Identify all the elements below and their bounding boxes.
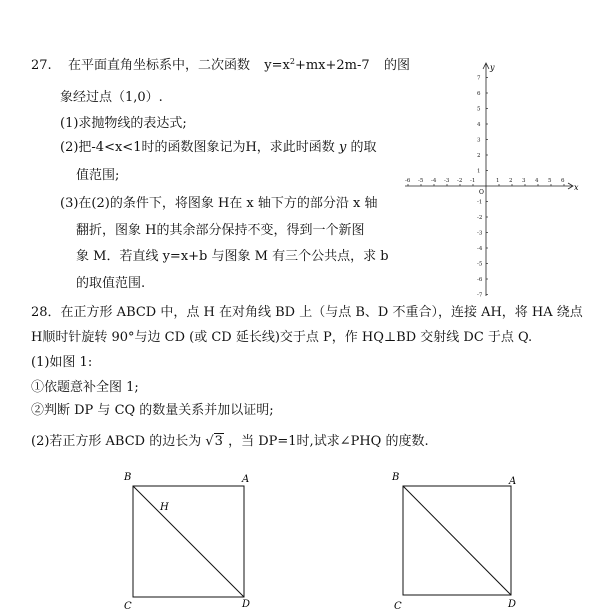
y-tick-label: -3 (477, 230, 483, 237)
y-tick-label: 7 (477, 75, 481, 82)
y-tick-label: -1 (477, 199, 483, 206)
x-tick-label: 4 (535, 178, 539, 184)
q28-part1-item2: ②判断 DP 与 CQ 的数量关系并加以证明; (31, 403, 274, 418)
x-axis-label: x (574, 183, 579, 192)
x-tick-label: 1 (496, 178, 500, 184)
y-tick-label: -7 (477, 292, 483, 299)
x-tick-label: 3 (522, 178, 526, 184)
y-tick-label: -5 (477, 261, 483, 268)
q27-number: 27. (31, 58, 52, 73)
q27-line2: 象经过点（1,0）. (60, 90, 163, 105)
x-tick-label: -3 (444, 178, 450, 184)
y-tick-label: 2 (477, 153, 481, 159)
q27-function: $y=x^2+mx+2m-7$ (264, 57, 370, 73)
y-axis-label: y (490, 63, 495, 72)
vertex-b-label: B (392, 472, 400, 483)
q27-part2: (2)把-4<x<1时的函数图象记为H，求此时函数 y 的取 (60, 140, 377, 155)
q27-part3-line2: 翻折，图象 H的其余部分保持不变，得到一个新图 (76, 223, 365, 238)
y-tick-label: 3 (477, 137, 481, 144)
y-tick-label: -4 (477, 246, 483, 252)
q27-line1 (31, 58, 410, 74)
x-tick-label: 6 (561, 178, 565, 184)
q28-line1: 28．在正方形 ABCD 中，点 H 在对角线 BD 上（与点 B、D 不重合），连接 AH，将 HA 绕点 (31, 305, 583, 320)
q27-part2-cont: 值范围; (76, 168, 120, 183)
vertex-d-label: D (242, 599, 251, 610)
vertex-c-label: C (394, 601, 402, 612)
q27-part3-line4: 的取值范围. (76, 276, 146, 291)
x-tick-label: -1 (470, 178, 476, 184)
q27-part1: (1)求抛物线的表达式; (60, 116, 187, 131)
x-tick-label: -2 (457, 178, 463, 184)
y-tick-label: 6 (477, 91, 481, 97)
q28-part2: (2)若正方形 ABCD 的边长为 √3 ，当 DP=1时,试求∠PHQ 的度数. (31, 434, 429, 449)
q27-part3-line3: 象 M．若直线 y=x+b 与图象 M 有三个公共点，求 b (76, 249, 389, 264)
q27-line1-text: 在平面直角坐标系中，二次函数 (67, 58, 250, 73)
diagonal-bd (133, 486, 244, 597)
vertex-a-label: A (509, 476, 517, 487)
figure-1-square (118, 466, 278, 616)
q28-part1: (1)如图 1: (31, 355, 93, 370)
sqrt-3: √3 (205, 434, 223, 449)
x-tick-label: 2 (509, 178, 513, 184)
vertex-a-label: A (242, 474, 250, 485)
diagonal-bd (403, 486, 511, 595)
x-tick-label: -6 (405, 178, 411, 184)
figure-2-square (390, 466, 550, 616)
y-tick-label: -2 (477, 215, 483, 221)
x-tick-label: 5 (548, 178, 552, 184)
q27-part3-line1: (3)在(2)的条件下，将图象 H在 x 轴下方的部分沿 x 轴 (60, 196, 378, 211)
q28-part1-item1: ①依题意补全图 1; (31, 380, 139, 395)
y-tick-label: 5 (477, 106, 481, 113)
y-tick-label: 4 (477, 122, 481, 128)
coordinate-axes (400, 60, 590, 300)
point-h-label: H (160, 502, 169, 513)
vertex-c-label: C (124, 601, 132, 612)
vertex-d-label: D (508, 599, 517, 610)
q28-line2: H顺时针旋转 90°与边 CD (或 CD 延长线)交于点 P，作 HQ⊥BD 交射线 DC 于点 Q. (31, 330, 533, 345)
vertex-b-label: B (124, 472, 132, 483)
q27-line1-end: 的图 (383, 58, 410, 73)
y-tick-label: 1 (477, 168, 481, 175)
origin-label: O (479, 189, 484, 196)
y-tick-label: -6 (477, 277, 483, 283)
x-tick-label: -5 (418, 178, 424, 184)
x-tick-label: -4 (431, 178, 437, 184)
